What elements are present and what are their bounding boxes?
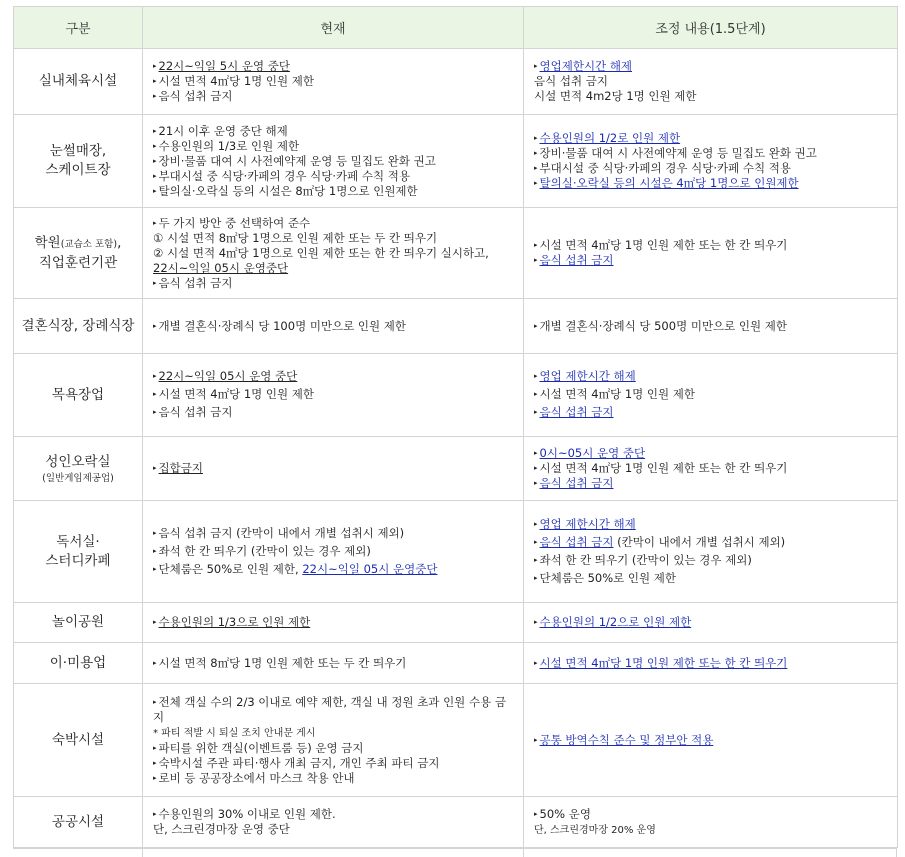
- adjusted-text[interactable]: 음식 섭취 금지: [539, 253, 614, 267]
- current-text: 22시~익일 05시 운영 중단: [158, 369, 298, 383]
- bullet-arrow-icon: ▸: [153, 758, 157, 767]
- adjusted-cell: [524, 643, 898, 684]
- bullet-arrow-icon: ▸: [153, 126, 157, 135]
- adjusted-line: [534, 74, 889, 89]
- bullet-arrow-icon: ▸: [534, 520, 538, 528]
- current-text: * 파티 적발 시 퇴실 조치 안내문 게시: [153, 727, 316, 739]
- current-line: [153, 169, 515, 184]
- current-cell: [143, 437, 524, 501]
- category-name: 성인오락실: [45, 453, 111, 470]
- adjusted-text[interactable]: 음식 섭취 금지: [539, 405, 614, 419]
- current-text: 22시~익일 05시 운영중단: [153, 260, 289, 275]
- current-line: [153, 695, 515, 725]
- adjusted-cell: [524, 501, 898, 603]
- current-line: [153, 461, 515, 476]
- current-cell: [143, 643, 524, 684]
- adjusted-line: [534, 131, 889, 146]
- current-text: 두 가지 방안 중 선택하여 준수: [158, 215, 311, 230]
- current-line: [153, 276, 515, 291]
- current-text: 수용인원의 1/3로 인원 제한: [158, 138, 300, 153]
- current-line: [153, 725, 515, 741]
- bullet-arrow-icon: ▸: [153, 547, 157, 555]
- adjusted-text[interactable]: 영업 제한시간 해제: [539, 517, 636, 531]
- adjusted-cell: [524, 299, 898, 354]
- bullet-arrow-icon: ▸: [534, 149, 538, 157]
- current-text: 파티를 위한 객실(이벤트룸 등) 운영 금지: [158, 740, 364, 755]
- current-cell: [143, 354, 524, 437]
- adjusted-text: 시설 면적 4㎡당 1명 인원 제한: [539, 387, 696, 401]
- current-text: 음식 섭취 금지 (칸막이 내에서 개별 섭취시 제외): [158, 526, 405, 540]
- current-text: 21시 이후 운영 중단 해제: [158, 123, 288, 138]
- current-text: 전체 객실 수의 2/3 이내로 예약 제한, 객실 내 정원 초과 인원 수용 금지: [153, 694, 506, 724]
- table-row: [14, 299, 898, 354]
- adjusted-text[interactable]: 0시~05시 운영 중단: [539, 446, 646, 460]
- current-cell: [143, 115, 524, 208]
- current-text: 단, 스크린경마장 운영 중단: [153, 822, 290, 836]
- current-line: [153, 387, 515, 402]
- bullet-arrow-icon: ▸: [153, 658, 157, 667]
- adjusted-line: [534, 656, 889, 671]
- current-line: [153, 615, 515, 630]
- bullet-arrow-icon: ▸: [153, 408, 157, 416]
- adjusted-cell: [524, 437, 898, 501]
- adjusted-line: [534, 733, 889, 748]
- table-row: [14, 643, 898, 684]
- current-line: [153, 319, 515, 334]
- table-header-row: [14, 7, 898, 49]
- category-name: 실내체육시설: [38, 73, 118, 89]
- current-line: [153, 405, 515, 420]
- category-cell: [14, 299, 143, 354]
- current-line: [153, 154, 515, 169]
- adjusted-text: (칸막이 내에서 개별 섭취시 제외): [613, 535, 786, 549]
- adjusted-text: 음식 섭취 금지: [534, 74, 608, 88]
- bullet-arrow-icon: ▸: [534, 164, 538, 172]
- adjusted-line: [534, 822, 889, 838]
- category-note: (교습소 포함): [60, 238, 118, 250]
- current-text: 시설 면적 4㎡당 1명 인원 제한: [158, 387, 315, 401]
- bullet-arrow-icon: ▸: [153, 171, 157, 180]
- current-line: [153, 741, 515, 756]
- adjusted-line: [534, 571, 889, 586]
- current-cell: [143, 501, 524, 603]
- restriction-table: [13, 6, 898, 848]
- adjusted-cell: [524, 115, 898, 208]
- category-name: 공공시설: [51, 813, 105, 830]
- current-line: [153, 807, 515, 822]
- category-cell: [14, 437, 143, 501]
- bullet-arrow-icon: ▸: [534, 256, 538, 264]
- current-text: 집합금지: [158, 461, 203, 475]
- current-text: 부대시설 중 식당·카페의 경우 식당·카페 수칙 적용: [158, 168, 410, 183]
- current-text: 시설 면적 8㎡당 1명 인원 제한 또는 두 칸 띄우기: [158, 655, 407, 670]
- bullet-arrow-icon: ▸: [153, 743, 157, 752]
- table-row: [14, 115, 898, 208]
- adjusted-text: 시설 면적 4㎡당 1명 인원 제한 또는 한 칸 띄우기: [539, 238, 788, 252]
- adjusted-text[interactable]: 공통 방역수칙 준수 및 정부안 적용: [539, 732, 714, 747]
- category-name: 눈썰매장, 스케이트장: [45, 143, 111, 178]
- adjusted-cell: [524, 797, 898, 848]
- table-row: [14, 603, 898, 643]
- current-line: [153, 562, 515, 577]
- adjusted-text: 50% 운영: [539, 806, 591, 821]
- bullet-arrow-icon: ▸: [534, 618, 538, 626]
- category-subtitle: (일반게임제공업): [42, 472, 114, 484]
- table-row: [14, 354, 898, 437]
- current-text: 좌석 한 칸 띄우기 (칸막이 있는 경우 제외): [158, 544, 371, 558]
- bullet-arrow-icon: ▸: [534, 809, 538, 818]
- adjusted-text: 시설 면적 4m2당 1명 인원 제한: [534, 89, 697, 103]
- table-row: [14, 797, 898, 848]
- current-text: 장비·물품 대여 시 사전예약제 운영 등 밀집도 완화 권고: [158, 153, 436, 168]
- current-line: [153, 756, 515, 771]
- current-text: 시설 면적 4㎡당 1명 인원 제한: [158, 74, 315, 88]
- category-cell: 학원(교습소 포함), 직업훈련기관: [14, 208, 143, 299]
- bullet-arrow-icon: ▸: [153, 321, 157, 330]
- current-line: [153, 59, 515, 74]
- current-line: [153, 139, 515, 154]
- adjusted-line: [534, 89, 889, 104]
- adjusted-line: [534, 253, 889, 268]
- adjusted-line: [534, 553, 889, 568]
- current-text: 탈의실·오락실 등의 시설은 8㎡당 1명으로 인원제한: [158, 183, 418, 198]
- adjusted-line: [534, 517, 889, 532]
- bullet-arrow-icon: ▸: [153, 92, 157, 100]
- category-name: 놀이공원: [51, 614, 105, 630]
- adjusted-text[interactable]: 수용인원의 1/2로 인원 제한: [539, 131, 681, 145]
- current-text: 개별 결혼식·장례식 당 100명 미만으로 인원 제한: [158, 318, 407, 333]
- bullet-arrow-icon: ▸: [534, 464, 538, 472]
- current-text: 수용인원의 1/3으로 인원 제한: [158, 615, 311, 629]
- adjusted-text: 좌석 한 칸 띄우기 (칸막이 있는 경우 제외): [539, 553, 752, 567]
- adjusted-text: 개별 결혼식·장례식 당 500명 미만으로 인원 제한: [539, 318, 788, 333]
- adjusted-cell: [524, 354, 898, 437]
- adjusted-cell: [524, 684, 898, 797]
- bullet-arrow-icon: ▸: [534, 538, 538, 546]
- current-line: [153, 246, 515, 261]
- current-line: [153, 656, 515, 671]
- adjusted-line: [534, 461, 889, 476]
- current-line: [153, 216, 515, 231]
- current-line: [153, 822, 515, 837]
- current-text: 음식 섭취 금지: [158, 405, 233, 419]
- adjusted-text[interactable]: 음식 섭취 금지: [539, 476, 614, 490]
- current-cell: [143, 49, 524, 115]
- current-text: 단체룸은 50%로 인원 제한,: [158, 562, 303, 576]
- bullet-arrow-icon: ▸: [153, 697, 157, 706]
- bullet-arrow-icon: ▸: [534, 372, 538, 380]
- bullet-arrow-icon: ▸: [153, 618, 157, 626]
- adjusted-cell: [524, 49, 898, 115]
- table-row: [14, 49, 898, 115]
- bullet-arrow-icon: ▸: [534, 390, 538, 398]
- current-text: ② 시설 면적 4㎡당 1명으로 인원 제한 또는 한 칸 띄우기 실시하고,: [153, 245, 489, 260]
- table-row: [14, 437, 898, 501]
- bullet-arrow-icon: ▸: [153, 186, 157, 195]
- bullet-arrow-icon: ▸: [153, 773, 157, 782]
- bullet-arrow-icon: ▸: [153, 141, 157, 150]
- adjusted-line: [534, 387, 889, 402]
- header-category: 구분: [14, 7, 143, 49]
- bullet-arrow-icon: ▸: [153, 372, 157, 380]
- current-text: 22시~익일 5시 운영 중단: [158, 59, 290, 73]
- category-cell: [14, 354, 143, 437]
- category-cell: [14, 603, 143, 643]
- bullet-arrow-icon: ▸: [534, 479, 538, 487]
- current-text: 수용인원의 30% 이내로 인원 제한.: [158, 807, 336, 821]
- current-line: [153, 89, 515, 104]
- bullet-arrow-icon: ▸: [534, 735, 538, 744]
- bullet-arrow-icon: ▸: [534, 449, 538, 457]
- current-line: [153, 184, 515, 199]
- bullet-arrow-icon: ▸: [153, 62, 157, 70]
- adjusted-line: [534, 176, 889, 191]
- current-cell: [143, 299, 524, 354]
- adjusted-line: [534, 405, 889, 420]
- category-cell: [14, 684, 143, 797]
- category-name: 결혼식장, 장례식장: [21, 317, 135, 334]
- adjusted-text: 단, 스크린경마장 20% 운영: [534, 824, 656, 836]
- bullet-arrow-icon: ▸: [153, 464, 157, 472]
- adjusted-text[interactable]: 시설 면적 4㎡당 1명 인원 제한 또는 한 칸 띄우기: [539, 655, 788, 670]
- current-line: [153, 526, 515, 541]
- category-name: 학원: [34, 234, 61, 251]
- table-row: [14, 501, 898, 603]
- adjusted-line: [534, 535, 889, 550]
- bullet-arrow-icon: ▸: [534, 556, 538, 564]
- bullet-arrow-icon: ▸: [153, 390, 157, 398]
- current-line: [153, 369, 515, 384]
- adjusted-line: [534, 369, 889, 384]
- bullet-arrow-icon: ▸: [153, 77, 157, 85]
- adjusted-text: 부대시설 중 식당·카페의 경우 식당·카페 수칙 적용: [539, 161, 791, 175]
- category-name-line2: 직업훈련기관: [38, 254, 118, 271]
- adjusted-line: [534, 146, 889, 161]
- current-text: 음식 섭취 금지: [158, 89, 233, 103]
- current-text: 음식 섭취 금지: [158, 275, 233, 290]
- adjusted-line: [534, 476, 889, 491]
- current-cell: [143, 208, 524, 299]
- adjusted-text: 시설 면적 4㎡당 1명 인원 제한 또는 한 칸 띄우기: [539, 461, 788, 475]
- table-row: [14, 208, 898, 299]
- bullet-arrow-icon: ▸: [534, 179, 538, 187]
- current-cell: [143, 797, 524, 848]
- adjusted-text[interactable]: 수용인원의 1/2으로 인원 제한: [539, 615, 692, 629]
- category-name: 목욕장업: [51, 386, 105, 403]
- bullet-arrow-icon: ▸: [153, 218, 157, 227]
- bullet-arrow-icon: ▸: [534, 134, 538, 142]
- current-line: [153, 74, 515, 89]
- current-line: [153, 544, 515, 559]
- bullet-arrow-icon: ▸: [534, 658, 538, 667]
- adjusted-text: 장비·물품 대여 시 사전예약제 운영 등 밀집도 완화 권고: [539, 146, 817, 160]
- current-line: [153, 261, 515, 276]
- adjusted-text: 단체룸은 50%로 인원 제한: [539, 571, 677, 585]
- adjusted-text[interactable]: 음식 섭취 금지: [539, 535, 614, 549]
- current-text: 숙박시설 주관 파티·행사 개최 금지, 개인 주최 파티 금지: [158, 755, 440, 770]
- bullet-arrow-icon: ▸: [534, 241, 538, 249]
- current-text: ① 시설 면적 8㎡당 1명으로 인원 제한 또는 두 칸 띄우기: [153, 230, 438, 245]
- bullet-arrow-icon: ▸: [534, 62, 538, 70]
- header-current: 현재: [143, 7, 524, 49]
- adjusted-cell: [524, 208, 898, 299]
- adjusted-cell: [524, 603, 898, 643]
- category-cell: [14, 797, 143, 848]
- category-cell: [14, 115, 143, 208]
- bullet-arrow-icon: ▸: [534, 574, 538, 582]
- bullet-arrow-icon: ▸: [534, 408, 538, 416]
- adjusted-line: [534, 615, 889, 630]
- header-adjusted: 조정 내용(1.5단계): [524, 7, 898, 49]
- current-cell: [143, 684, 524, 797]
- bullet-arrow-icon: ▸: [534, 321, 538, 330]
- adjusted-line: [534, 238, 889, 253]
- bullet-arrow-icon: ▸: [153, 529, 157, 537]
- current-text: 로비 등 공공장소에서 마스크 착용 안내: [158, 770, 355, 785]
- adjusted-line: [534, 807, 889, 822]
- adjusted-line: [534, 161, 889, 176]
- adjusted-line: [534, 319, 889, 334]
- adjusted-line: [534, 59, 889, 74]
- adjusted-text[interactable]: 영업제한시간 해제: [539, 59, 633, 73]
- adjusted-line: [534, 446, 889, 461]
- category-name: 숙박시설: [51, 731, 105, 748]
- current-cell: [143, 603, 524, 643]
- current-line: [153, 124, 515, 139]
- adjusted-text[interactable]: 탈의실·오락실 등의 시설은 4㎡당 1명으로 인원제한: [539, 176, 799, 190]
- category-cell: [14, 501, 143, 603]
- current-line: [153, 771, 515, 786]
- category-cell: [14, 49, 143, 115]
- current-highlight-text[interactable]: 22시~익일 05시 운영중단: [302, 562, 438, 576]
- bullet-arrow-icon: ▸: [153, 565, 157, 573]
- current-line: [153, 231, 515, 246]
- bullet-arrow-icon: ▸: [153, 278, 157, 287]
- adjusted-text[interactable]: 영업 제한시간 해제: [539, 369, 636, 383]
- table-row: [14, 684, 898, 797]
- category-cell: [14, 643, 143, 684]
- bullet-arrow-icon: ▸: [153, 810, 157, 818]
- bullet-arrow-icon: ▸: [153, 156, 157, 165]
- category-name: 이·미용업: [49, 654, 107, 671]
- category-name: 독서실· 스터디카페: [45, 533, 111, 569]
